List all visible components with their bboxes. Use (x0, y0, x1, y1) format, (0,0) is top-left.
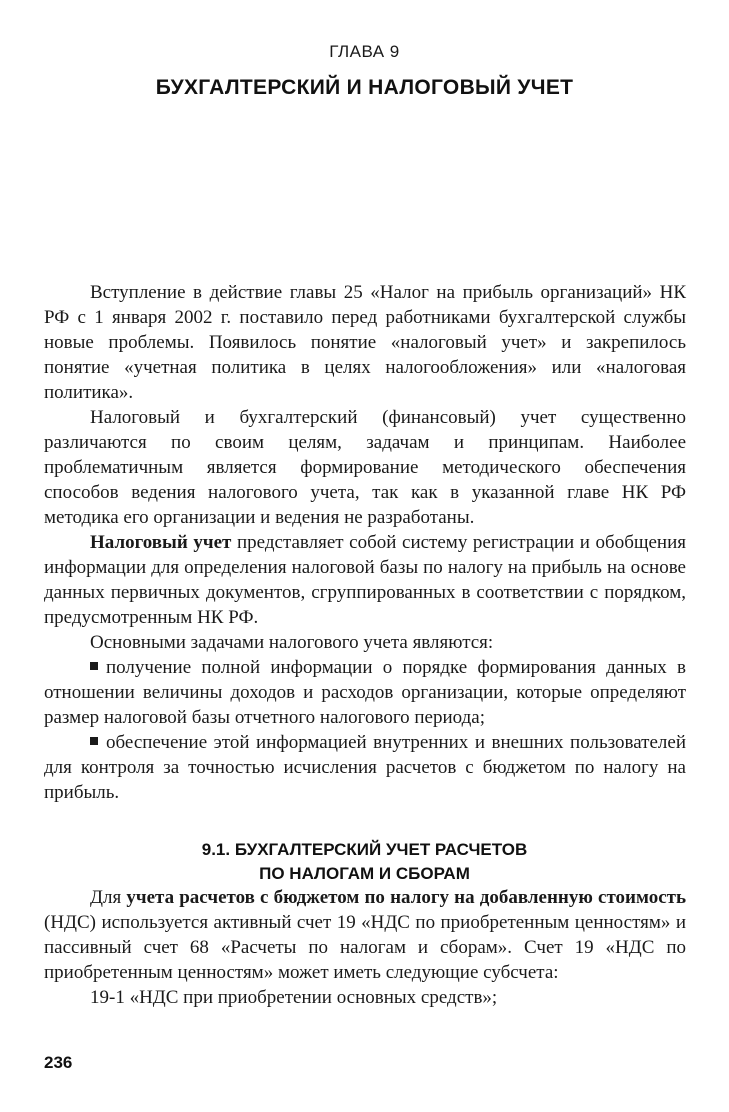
chapter-title: БУХГАЛТЕРСКИЙ И НАЛОГОВЫЙ УЧЕТ (155, 76, 574, 99)
section-title-line: ПО НАЛОГАМ И СБОРАМ (259, 864, 470, 883)
section-text (44, 885, 686, 1010)
bullet-square-icon (90, 662, 98, 670)
list-item (44, 730, 686, 805)
section-title-line: 9.1. БУХГАЛТЕРСКИЙ УЧЕТ РАСЧЕТОВ (201, 840, 528, 859)
list-item-text: обеспечение этой информацией внутренних и внешних пользователей для контроля за точностью исчисления расчетов с бюджетом по налогу на прибыль. (44, 732, 686, 803)
paragraph: Вступление в действие главы 25 «Налог на прибыль организаций» НК РФ с 1 января 2002 г. поставило перед работниками бухгалтерской службы новые проблемы. Появилось понятие «налоговый учет» и закрепилось понятие «учетная политика в целях налогообложения» или «налоговая политика». (44, 282, 686, 403)
list-item (44, 655, 686, 730)
term-tax-accounting: Налоговый учет (90, 532, 232, 553)
paragraph (44, 405, 686, 530)
paragraph-text: Налоговый и бухгалтерский (финансовый) учет существенно различаются по своим целям, задачам и принципам. Наиболее проблематичным является формирование методического обеспечения способов ведения налогового учета, так как в указанной главе НК РФ методика его организации и ведения не разработаны. (44, 407, 686, 528)
list-item-text: получение полной информации о порядке формирования данных в отношении величины доходов и расходов организации, которые определяют размер налоговой базы отчетного налогового периода; (44, 657, 686, 728)
paragraph (44, 885, 686, 985)
bullet-square-icon (90, 737, 98, 745)
page-number: 236 (44, 1053, 73, 1072)
paragraph-text: (НДС) используется активный счет 19 «НДС по приобретенным ценностям» и пассивный счет 68 «Расчеты по налогам и сборам». Счет 19 «НДС по приобретенным ценностям» может иметь следующие субсчета: (44, 912, 686, 983)
term-vat-accounting: учета расчетов с бюджетом по налогу на добавленную стоимость (126, 887, 687, 908)
chapter-label: ГЛАВА 9 (329, 42, 400, 61)
paragraph-text: Для (90, 887, 127, 908)
paragraph (44, 530, 686, 630)
intro-text (44, 280, 686, 805)
section-title (0, 838, 729, 886)
paragraph: 19-1 «НДС при приобретении основных средств»; (90, 987, 498, 1008)
paragraph: Основными задачами налогового учета являются: (90, 632, 494, 653)
paragraph-text: представляет собой систему регистрации и обобщения информации для определения налоговой базы по налогу на прибыль на основе данных первичных документов, сгруппированных в соответствии с порядком, предусмотренным НК РФ. (44, 532, 687, 628)
